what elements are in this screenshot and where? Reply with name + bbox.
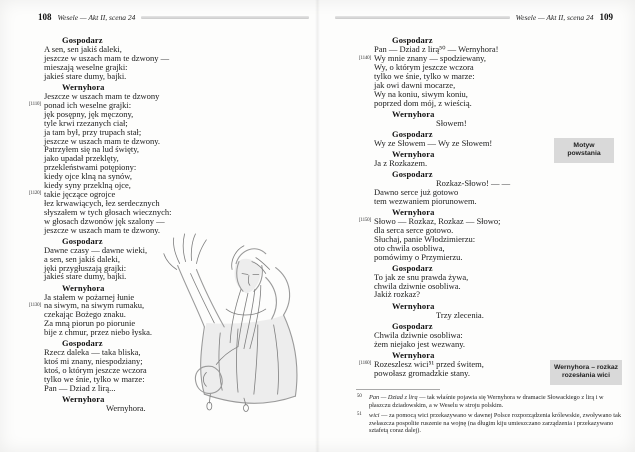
- speaker-name: Gospodarz: [62, 338, 103, 349]
- verse-line-text: Ja stałem w pożarnej łunie: [44, 291, 135, 302]
- margin-note-motyw-powstania: Motyw powstania: [554, 138, 614, 163]
- header-rule: [335, 16, 510, 19]
- speaker-name: Gospodarz: [392, 35, 433, 46]
- verse-line-text: tylko we śnie, tylko w marze:: [374, 70, 475, 81]
- speaker-name: Gospodarz: [62, 235, 103, 246]
- verse-line-text: ktoś, o którym jeszcze wczora: [44, 365, 147, 376]
- footnote-text: — tak właśnie pojawia się Wernyhora w dramacie Słowackiego z lirą i w płaszczu dziadowskim, a w Weselu w stroju polskim.: [369, 394, 604, 409]
- page-number: 109: [599, 12, 613, 22]
- verse-line-text: Ja z Rozkazem.: [374, 157, 428, 168]
- running-title: Wesele — Akt II, scena 24: [515, 12, 594, 22]
- verse-line-text: tylko we śnie, tylko w marze:: [44, 373, 145, 384]
- verse-line-text: Wy mnie znany — spodziewany,: [374, 53, 487, 64]
- verse-line: [374, 139, 584, 148]
- verse-line-text: żem niejako jest wezwany.: [374, 338, 466, 349]
- verse-line-text: czekając Bożego znaku.: [44, 309, 126, 320]
- verse-line-text: Pan — Dziad z lirą...: [44, 382, 116, 393]
- speaker-name: Wernyhora: [62, 82, 105, 92]
- verse-line-text: Wy ze Słowem — Wy ze Słowem!: [374, 137, 493, 148]
- verse-line: [374, 159, 584, 168]
- footnote-lead: Pan — Dziad z lirą: [369, 394, 418, 401]
- verse-line-text: A sen, sen jakiś daleki,: [44, 44, 122, 55]
- header-rule: [141, 16, 309, 19]
- verse-line-text: Dawne czasy — dawne wieki,: [44, 244, 148, 255]
- speaker-name: Wernyhora: [392, 349, 435, 360]
- page-right-text: [359, 34, 584, 378]
- page-left: [0, 0, 317, 452]
- verse-line-text: na siwym, na siwym rumaku,: [44, 300, 145, 311]
- speaker-name: Gospodarz: [392, 128, 433, 139]
- verse-line-text: chwila dziwnie osobliwa.: [374, 280, 461, 291]
- verse-line-text: Wy, o którym jeszcze wczora: [374, 62, 474, 72]
- verse-line: [374, 311, 584, 320]
- verse-line-text: pomówimy o Przymierzu.: [374, 251, 463, 262]
- verse-line-text: kiedy syny przeklną ojce,: [44, 180, 131, 191]
- footnote-number: 51: [357, 411, 362, 417]
- verse-line-text: oto chwila osobliwa,: [374, 242, 445, 253]
- verse-line-number: [1140]: [359, 55, 371, 61]
- verse-line-text: ktoś mi znany, niespodziany;: [44, 356, 143, 367]
- verse-line-text: Słowo — Rozkaz, Rozkaz — Słowo;: [374, 215, 501, 226]
- footnote-number: 50: [357, 394, 362, 399]
- speaker-name: Gospodarz: [392, 320, 433, 331]
- footnote-separator: [356, 389, 440, 390]
- verse-line-text: Dawno serce już gotowo: [374, 186, 459, 197]
- verse-line: [44, 72, 314, 81]
- verse-line-number: [1110]: [29, 102, 41, 108]
- verse-line-text: jako upadał przeklęty,: [44, 153, 119, 164]
- verse-line-text: Rzecz daleka — taka bliska,: [44, 347, 141, 358]
- verse-line-text: Jakiż rozkaz?: [374, 289, 421, 300]
- verse-line-text: Pan — Dziad z lirą⁵⁰ — Wernyhora!: [374, 44, 499, 55]
- verse-line-text: Wy na koniu, siwym koniu,: [374, 88, 468, 99]
- speaker-name: Wernyhora: [392, 108, 435, 119]
- verse-line-text: ponad ich weselne grajki:: [44, 99, 132, 110]
- footnote: [356, 394, 622, 409]
- speaker-name: Wernyhora: [62, 282, 105, 293]
- verse-line: [374, 340, 584, 349]
- verse-line-number: [1130]: [29, 302, 41, 308]
- speaker-name: Wernyhora: [392, 300, 435, 311]
- speaker-name: Gospodarz: [392, 262, 433, 273]
- verse-line-text: Wernyhora.: [106, 402, 146, 413]
- verse-line-text: jęk posępny, jęk męczony,: [44, 108, 134, 119]
- speaker-name: Gospodarz: [62, 35, 103, 46]
- verse-line-text: jakieś stare dumy, bajki.: [44, 70, 127, 81]
- verse-line-number: [1160]: [359, 361, 371, 367]
- verse-line-text: łez krwawiących, łez serdecznych: [44, 197, 160, 208]
- verse-line-text: Trzy zlecenia.: [436, 309, 484, 320]
- verse-line-text: Rozkaz-Słowo! — —: [436, 178, 511, 188]
- footnotes: [356, 389, 622, 438]
- page-header-right: [335, 12, 613, 22]
- verse-line-text: Rozeszlesz wici⁵¹ przed świtem,: [374, 358, 484, 369]
- speaker-name: Wernyhora: [62, 393, 105, 404]
- page-number: 108: [38, 12, 52, 22]
- footnote-lead: wici: [369, 411, 380, 419]
- speaker-name: Wernyhora: [392, 206, 435, 217]
- verse-line-text: powołasz gromadzkie stany.: [374, 367, 470, 378]
- verse-line-text: Chwila dziwnie osobliwa:: [374, 329, 463, 340]
- verse-line-text: kiedy ojce klną na synów,: [44, 171, 132, 182]
- running-title: Wesele — Akt II, scena 24: [57, 12, 136, 22]
- verse-line-text: jak owi dawni mocarze,: [374, 79, 456, 90]
- verse-line-text: poprzed dom mój, z wieścią.: [374, 97, 472, 108]
- verse-line-text: Słuchaj, panie Włodzimierzu:: [374, 233, 476, 244]
- verse-line-text: a sen, sen jakiś daleki,: [44, 253, 121, 264]
- verse-line-text: jakieś stare dumy, bajki.: [44, 271, 127, 282]
- verse-line-text: jeszcze w uszach mam te dzwony.: [44, 135, 161, 146]
- page-right: [318, 0, 635, 452]
- verse-line-text: jeszcze w uszach mam te dzwony.: [44, 224, 161, 235]
- speaker-name: Wernyhora: [392, 148, 435, 159]
- verse-line: [374, 99, 584, 108]
- verse-line: [374, 197, 584, 206]
- verse-line-text: dla serca serce gotowo.: [374, 224, 454, 235]
- verse-line-text: przekleństwami potępiony:: [44, 162, 137, 173]
- verse-line-text: Jeszcze w uszach mam te dzwony: [44, 91, 160, 101]
- verse-line-text: Słowem!: [436, 117, 467, 128]
- page-header-left: [38, 12, 309, 22]
- margin-note-rozkaz-wici: Wernyhora – rozkaz rozesłania wici: [550, 360, 622, 385]
- verse-line-text: tem wezwaniem piorunowem.: [374, 195, 477, 206]
- verse-line-number: [1150]: [359, 218, 371, 224]
- verse-line: [374, 253, 584, 262]
- verse-line-text: słyszałem w tych głosach wiecznych:: [44, 206, 172, 217]
- verse-line-text: jęki przygłuszają grajki:: [44, 262, 127, 273]
- verse-line: [374, 119, 584, 128]
- footnote-text: — za pomocą wici przekazywano w dawnej Polsce rozporządzenia królewskie, zwoływano tak zwłaszcza pospolite ruszenie na wojnę (na długim kiju umieszczano zarządzenia i przekazywano sztafetą coraz dalej).: [369, 411, 621, 435]
- verse-line-text: Za mną piorun po piorunie: [44, 318, 136, 329]
- verse-line-text: jeszcze w uszach mam te dzwony —: [44, 53, 170, 64]
- verse-line-number: [1120]: [29, 191, 41, 197]
- verse-line: [374, 290, 584, 299]
- verse-line-text: tyle krwi rzezanych ciał;: [44, 117, 128, 128]
- verse-line-text: ja tam był, przy trupach stał;: [44, 126, 142, 137]
- verse-line-text: mieszają weselne grajki:: [44, 62, 128, 72]
- verse-line-text: bije z chmur, przez niebo łyska.: [44, 327, 152, 338]
- speaker-name: Gospodarz: [392, 169, 433, 179]
- verse-line-text: takie jęczące ogrojce: [44, 188, 116, 199]
- verse-line-text: w głosach dzwonów jęk szalony —: [44, 215, 165, 226]
- footnote: [356, 412, 622, 435]
- verse-line-text: Patrzyłem się na lud święty,: [44, 144, 140, 155]
- page-seam: [315, 0, 320, 452]
- verse-line-text: To jak ze snu prawda żywa,: [374, 271, 469, 282]
- wernyhora-illustration: [146, 224, 336, 412]
